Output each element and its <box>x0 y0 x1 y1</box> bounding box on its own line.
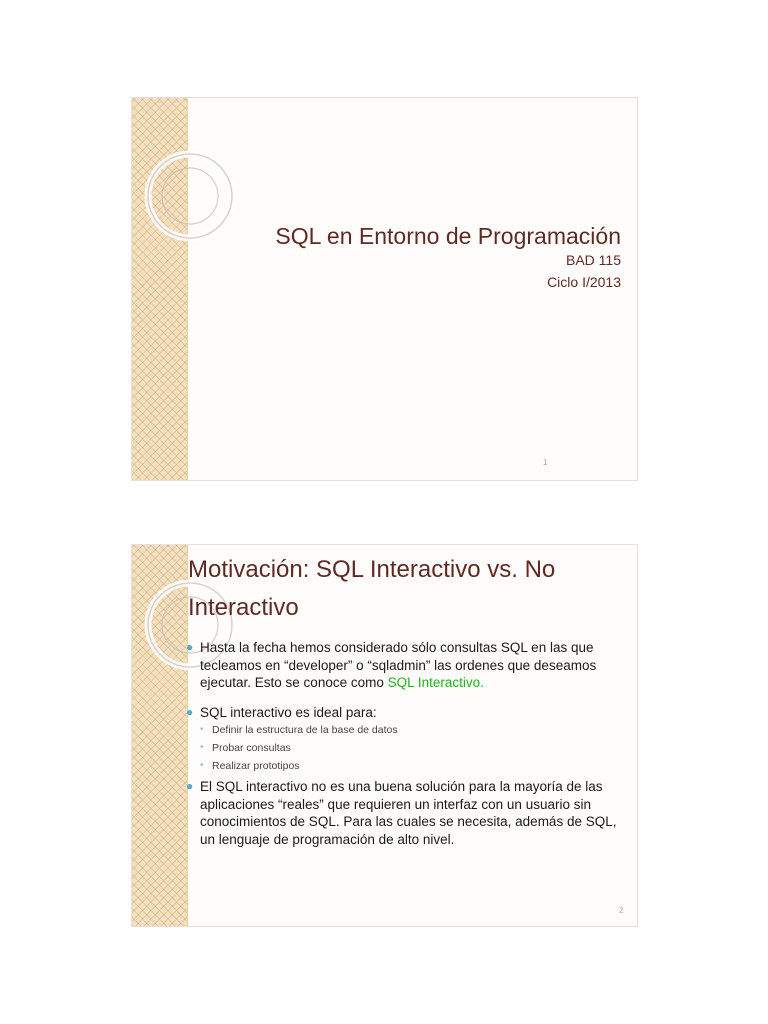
ring-decoration-icon <box>132 98 242 298</box>
page-number: 1 <box>543 458 548 467</box>
decorative-stripe <box>132 545 188 926</box>
sub-bullet-icon: • <box>200 724 204 735</box>
course-cycle: Ciclo I/2013 <box>547 274 621 290</box>
bullet-item <box>186 639 626 692</box>
bullet-icon: ● <box>186 779 194 793</box>
bullet-list <box>186 639 626 848</box>
bullet-text: SQL interactivo es ideal para: <box>200 704 377 720</box>
sub-bullet-item <box>186 757 626 775</box>
bullet-text: Hasta la fecha hemos considerado sólo consultas SQL en las que tecleamos en “developer” o “sqladmin” las ordenes que deseamos ejecutar. Esto se conoce como <box>200 640 597 690</box>
slide-title-line-2: Interactivo <box>188 594 299 621</box>
slide-2 <box>131 544 638 927</box>
decorative-stripe <box>132 98 188 480</box>
sub-bullet-icon: • <box>200 760 204 771</box>
sub-bullet-item <box>186 739 626 757</box>
sub-bullet-icon: • <box>200 742 204 753</box>
bullet-icon: ● <box>186 704 194 719</box>
bullet-text: El SQL interactivo no es una buena solución para la mayoría de las aplicaciones “reales” que requieren un interfaz con un usuario sin conocimientos de SQL. Para las cuales se necesita, además de SQL, un lenguaje de programación de alto nivel. <box>200 779 617 847</box>
slide-1 <box>131 97 638 481</box>
slide-title-line-1: Motivación: SQL Interactivo vs. No <box>188 556 556 583</box>
sub-bullet-item <box>186 721 626 739</box>
sub-bullet-text: Definir la estructura de la base de datos <box>212 724 398 736</box>
bullet-item <box>186 704 626 722</box>
page-number: 2 <box>619 906 624 915</box>
highlight-text: SQL Interactivo. <box>387 675 484 690</box>
sub-bullet-text: Probar consultas <box>212 742 291 754</box>
bullet-item <box>186 778 626 848</box>
bullet-icon: ● <box>186 640 194 654</box>
slide-title <box>188 551 628 627</box>
course-code: BAD 115 <box>566 252 621 268</box>
slide-title: SQL en Entorno de Programación <box>275 223 621 249</box>
sub-bullet-text: Realizar prototipos <box>212 760 300 772</box>
